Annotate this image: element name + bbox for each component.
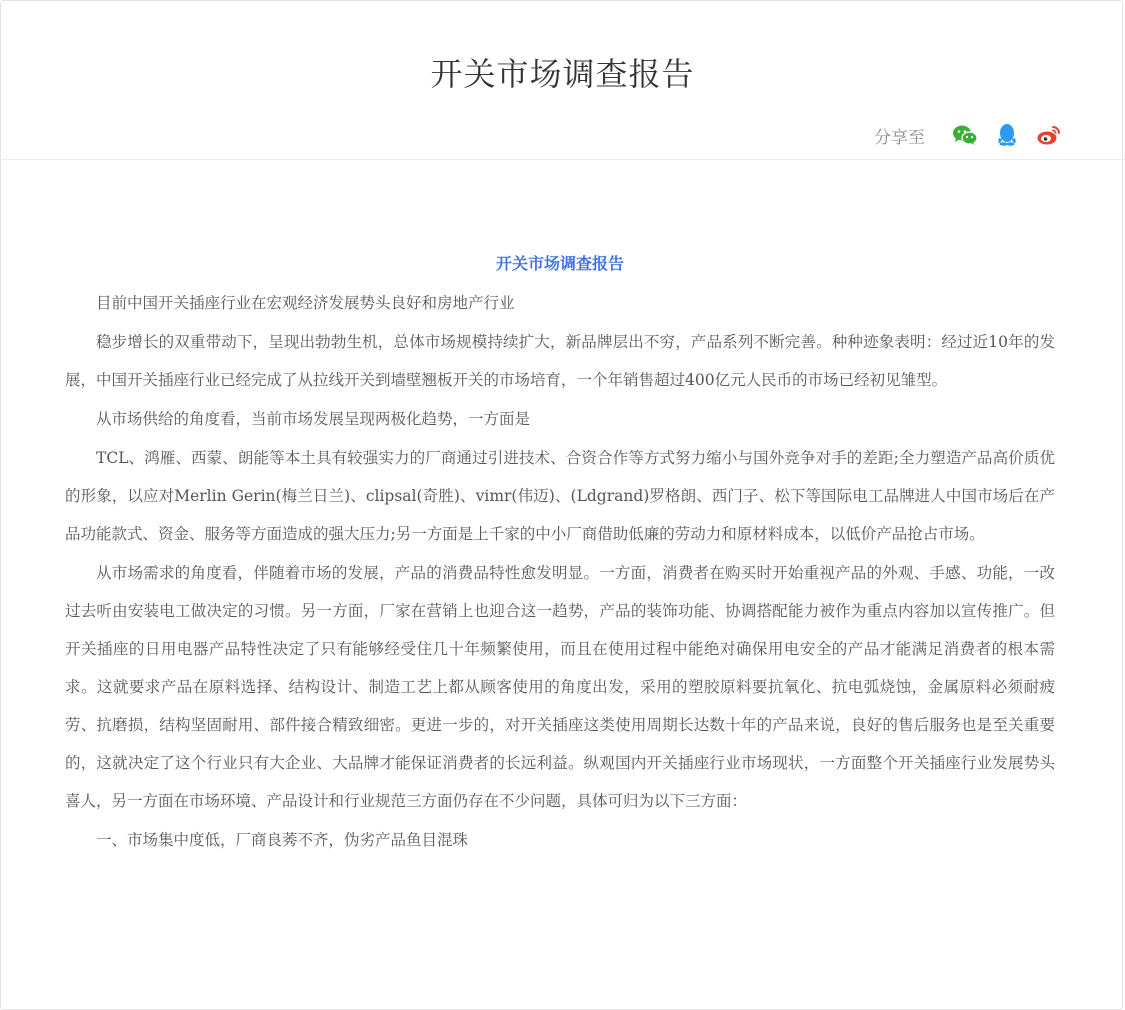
article-paragraph: TCL、鸿雁、西蒙、朗能等本土具有较强实力的厂商通过引进技术、合资合作等方式努力缩小与国外竞争对手的差距;全力塑造产品高价质优的形象，以应对Merlin Gerin(梅兰日兰)、clipsal(奇胜)、vimr(伟迈)、(Ldgrand)罗格朗、西门子、松下等国际电工品牌进人中国市场后在产品功能款式、资金、服务等方面造成的强大压力;另一方面是上千家的中小厂商借助低廉的劳动力和原材料成本，以低价产品抢占市场。 <box>65 449 1055 543</box>
article-title: 开关市场调查报告 <box>495 254 624 273</box>
share-bar <box>874 120 1063 150</box>
article-body <box>65 245 1055 860</box>
article-paragraph: 稳步增长的双重带动下，呈现出勃勃生机，总体市场规模持续扩大，新品牌层出不穷，产品系列不断完善。种种迹象表明：经过近10年的发展，中国开关插座行业已经完成了从拉线开关到墙壁翘板开关的市场培育，一个年销售超过400亿元人民币的市场已经初见雏型。 <box>65 333 1055 389</box>
article-paragraph: 一、市场集中度低，厂商良莠不齐，伪劣产品鱼目混珠 <box>96 831 469 849</box>
qq-icon[interactable] <box>993 121 1021 149</box>
article-paragraph: 从市场供给的角度看，当前市场发展呈现两极化趋势，一方面是 <box>96 410 531 428</box>
article-paragraph: 从市场需求的角度看，伴随着市场的发展，产品的消费品特性愈发明显。一方面，消费者在购买时开始重视产品的外观、手感、功能，一改过去听由安装电工做决定的习惯。另一方面，厂家在营销上也迎合这一趋势，产品的装饰功能、协调搭配能力被作为重点内容加以宣传推广。但开关插座的日用电器产品特性决定了只有能够经受住几十年频繁使用，而且在使用过程中能绝对确保用电安全的产品才能满足消费者的根本需求。这就要求产品在原料选择、结构设计、制造工艺上都从顾客使用的角度出发，采用的塑胶原料要抗氧化、抗电弧烧蚀，金属原料必须耐疲劳、抗磨损，结构坚固耐用、部件接合精致细密。更进一步的，对开关插座这类使用周期长达数十年的产品来说，良好的售后服务也是至关重要的，这就决定了这个行业只有大企业、大品牌才能保证消费者的长远利益。纵观国内开关插座行业市场现状，一方面整个开关插座行业发展势头喜人，另一方面在市场环境、产品设计和行业规范三方面仍存在不少问题，具体可归为以下三方面： <box>65 564 1055 810</box>
share-label: 分享至 <box>874 127 925 148</box>
wechat-icon[interactable] <box>951 121 979 149</box>
weibo-icon[interactable] <box>1035 121 1063 149</box>
page-title: 开关市场调查报告 <box>430 55 695 93</box>
article-paragraph: 目前中国开关插座行业在宏观经济发展势头良好和房地产行业 <box>96 294 515 312</box>
page-header <box>0 0 1125 160</box>
